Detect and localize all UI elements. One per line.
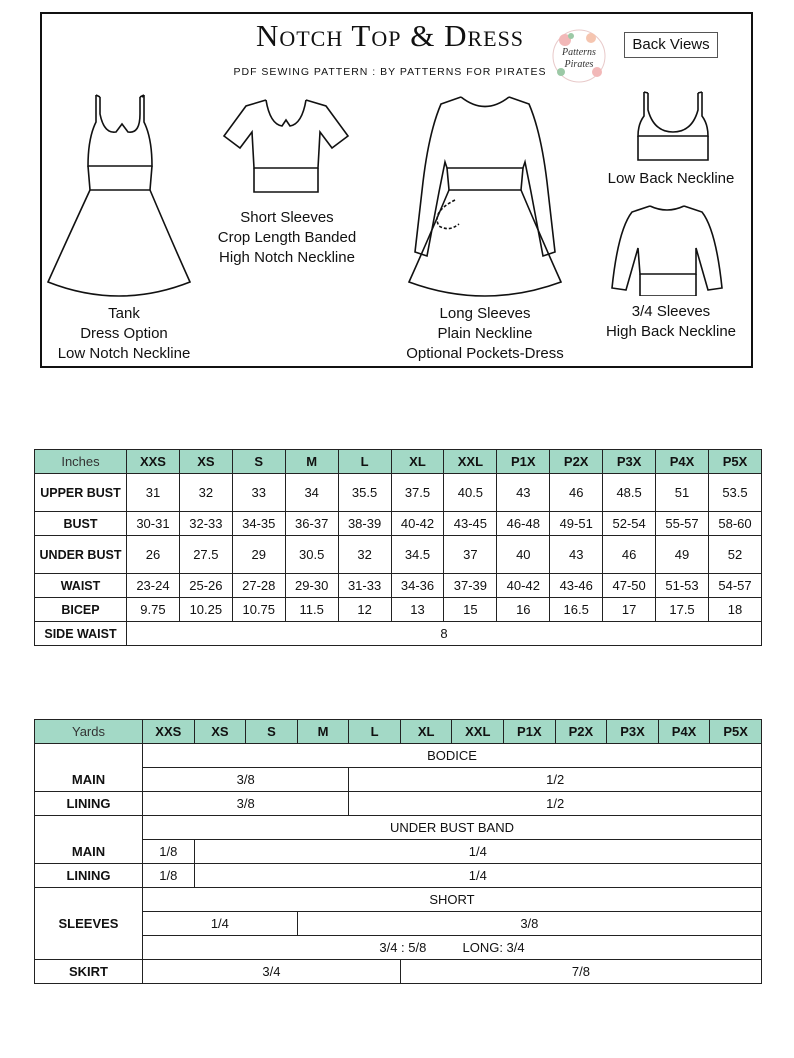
value-cell: 1/2 <box>349 768 762 792</box>
brand-logo <box>551 28 607 84</box>
table-row <box>35 512 762 536</box>
value-cell: 37.5 <box>391 474 444 512</box>
value-cell: 3/8 <box>143 792 349 816</box>
value-cell: 34 <box>285 474 338 512</box>
value-cell: 23-24 <box>127 574 180 598</box>
size-header: P2X <box>555 720 607 744</box>
size-header: P1X <box>504 720 556 744</box>
size-header: P1X <box>497 450 550 474</box>
size-header: P5X <box>708 450 761 474</box>
value-cell: 34.5 <box>391 536 444 574</box>
row-label: BUST <box>35 512 127 536</box>
value-cell: 31 <box>127 474 180 512</box>
size-header: XXS <box>127 450 180 474</box>
value-cell: 11.5 <box>285 598 338 622</box>
value-cell: 3/8 <box>297 912 761 936</box>
caption-line: High Notch Neckline <box>219 249 355 266</box>
table-row <box>35 622 762 646</box>
caption-line: 3/4 Sleeves <box>631 303 711 320</box>
value-cell: 46 <box>603 536 656 574</box>
size-header: P4X <box>658 720 710 744</box>
value-cell: 55-57 <box>656 512 709 536</box>
value-cell: 49 <box>656 536 709 574</box>
value-cell: 1/4 <box>194 864 761 888</box>
value-cell: 1/8 <box>143 840 195 864</box>
value-cell: 1/8 <box>143 864 195 888</box>
size-header: XXL <box>444 450 497 474</box>
long-sleeve-caption <box>390 304 580 364</box>
value-cell: 35.5 <box>338 474 391 512</box>
value-cell: 30-31 <box>127 512 180 536</box>
unit-label: Yards <box>35 720 143 744</box>
value-cell: 48.5 <box>603 474 656 512</box>
section-row <box>35 744 762 768</box>
table-row <box>35 912 762 936</box>
measurement-header-row <box>35 450 762 474</box>
row-label: BICEP <box>35 598 127 622</box>
short-sleeve-top-drawing <box>220 96 352 196</box>
row-label: MAIN <box>35 840 143 864</box>
yardage-header-row <box>35 720 762 744</box>
svg-text:Pirates: Pirates <box>564 59 594 70</box>
row-label: UPPER BUST <box>35 474 127 512</box>
table-row <box>35 598 762 622</box>
value-cell: 34-36 <box>391 574 444 598</box>
value-cell: 36-37 <box>285 512 338 536</box>
value-cell: 7/8 <box>400 960 761 984</box>
value-cell: 34-35 <box>232 512 285 536</box>
value-cell: 43-46 <box>550 574 603 598</box>
size-header: L <box>349 720 401 744</box>
value-cell: 27.5 <box>179 536 232 574</box>
table-row <box>35 536 762 574</box>
value-cell: 51 <box>656 474 709 512</box>
size-header: P2X <box>550 450 603 474</box>
table-row <box>35 792 762 816</box>
value-cell: 27-28 <box>232 574 285 598</box>
row-label: SIDE WAIST <box>35 622 127 646</box>
value-cell: 3/4 <box>143 960 401 984</box>
value-cell: 32 <box>179 474 232 512</box>
value-cell: 40-42 <box>497 574 550 598</box>
back-views-label: Back Views <box>624 32 718 58</box>
short-sleeve-caption <box>200 208 374 268</box>
value-cell: 13 <box>391 598 444 622</box>
value-cell: 49-51 <box>550 512 603 536</box>
caption-line: Plain Neckline <box>437 325 533 342</box>
value-cell: 1/2 <box>349 792 762 816</box>
value-cell: 29-30 <box>285 574 338 598</box>
value-cell: 40.5 <box>444 474 497 512</box>
value-cell: 29 <box>232 536 285 574</box>
measurement-chart <box>34 449 762 646</box>
caption-line: Short Sleeves <box>240 209 334 226</box>
value-cell: 10.25 <box>179 598 232 622</box>
caption-line: High Back Neckline <box>605 323 737 340</box>
size-header: XXL <box>452 720 504 744</box>
table-row <box>35 888 762 912</box>
row-label: LINING <box>35 792 143 816</box>
table-row <box>35 840 762 864</box>
value-cell: 31-33 <box>338 574 391 598</box>
value-cell: 38-39 <box>338 512 391 536</box>
value-cell: 52-54 <box>603 512 656 536</box>
value-cell: 33 <box>232 474 285 512</box>
size-header: P5X <box>710 720 762 744</box>
value-cell: 3/4 : 5/8 LONG: 3/4 <box>143 936 762 960</box>
table-row <box>35 936 762 960</box>
value-cell: 43-45 <box>444 512 497 536</box>
value-cell: 17 <box>603 598 656 622</box>
size-header: XL <box>400 720 452 744</box>
size-header: P4X <box>656 450 709 474</box>
value-cell: 10.75 <box>232 598 285 622</box>
value-cell: 17.5 <box>656 598 709 622</box>
size-header: S <box>246 720 298 744</box>
caption-line: Long Sleeves <box>439 305 531 322</box>
svg-text:Patterns: Patterns <box>562 47 596 58</box>
value-cell: 12 <box>338 598 391 622</box>
value-cell: 25-26 <box>179 574 232 598</box>
low-back-caption: Low Back Neckline <box>607 170 735 187</box>
size-header: M <box>285 450 338 474</box>
value-cell: 54-57 <box>708 574 761 598</box>
section-title: SHORT <box>143 888 762 912</box>
value-cell: 15 <box>444 598 497 622</box>
section-row <box>35 816 762 840</box>
value-cell: 16 <box>497 598 550 622</box>
value-cell: 9.75 <box>127 598 180 622</box>
blank-cell <box>35 816 143 840</box>
tank-dress-drawing <box>44 92 194 304</box>
tank-caption <box>44 304 204 364</box>
value-cell: 43 <box>497 474 550 512</box>
value-cell: 32 <box>338 536 391 574</box>
caption-line: Tank <box>108 305 140 322</box>
row-label: MAIN <box>35 768 143 792</box>
value-cell: 47-50 <box>603 574 656 598</box>
caption-line: Crop Length Banded <box>217 229 357 246</box>
value-cell: 40-42 <box>391 512 444 536</box>
value-cell: 46 <box>550 474 603 512</box>
table-row <box>35 960 762 984</box>
caption-line: Dress Option <box>80 325 168 342</box>
size-header: XL <box>391 450 444 474</box>
row-label: UNDER BUST <box>35 536 127 574</box>
size-header: P3X <box>607 720 659 744</box>
value-cell: 1/4 <box>194 840 761 864</box>
value-cell: 18 <box>708 598 761 622</box>
blank-cell <box>35 744 143 768</box>
value-cell: 51-53 <box>656 574 709 598</box>
size-header: XXS <box>143 720 195 744</box>
value-cell: 37-39 <box>444 574 497 598</box>
value-cell: 40 <box>497 536 550 574</box>
section-title: UNDER BUST BAND <box>143 816 762 840</box>
row-label: SKIRT <box>35 960 143 984</box>
value-cell: 58-60 <box>708 512 761 536</box>
size-header: L <box>338 450 391 474</box>
value-cell: 43 <box>550 536 603 574</box>
page-title: Notch Top & Dress <box>255 18 525 53</box>
long-sleeve-dress-drawing <box>405 92 565 304</box>
unit-label: Inches <box>35 450 127 474</box>
value-cell: 26 <box>127 536 180 574</box>
table-row <box>35 574 762 598</box>
three-quarter-caption <box>596 302 746 342</box>
value-cell: 1/4 <box>143 912 298 936</box>
row-label: LINING <box>35 864 143 888</box>
row-label: SLEEVES <box>35 888 143 960</box>
size-header: XS <box>179 450 232 474</box>
size-header: S <box>232 450 285 474</box>
value-cell: 46-48 <box>497 512 550 536</box>
row-label: WAIST <box>35 574 127 598</box>
caption-line: Optional Pockets-Dress <box>406 345 564 362</box>
size-header: M <box>297 720 349 744</box>
value-cell: 53.5 <box>708 474 761 512</box>
size-header: P3X <box>603 450 656 474</box>
table-row <box>35 864 762 888</box>
value-cell: 52 <box>708 536 761 574</box>
value-cell: 37 <box>444 536 497 574</box>
section-title: BODICE <box>143 744 762 768</box>
page-subtitle: PDF SEWING PATTERN : BY PATTERNS FOR PIRATES <box>233 66 547 78</box>
table-row <box>35 768 762 792</box>
value-cell: 30.5 <box>285 536 338 574</box>
size-header: XS <box>194 720 246 744</box>
value-cell: 3/8 <box>143 768 349 792</box>
yardage-chart <box>34 719 762 984</box>
caption-line: Low Notch Neckline <box>57 345 191 362</box>
three-quarter-sleeve-back-drawing <box>604 200 730 296</box>
low-back-view-drawing <box>630 90 716 166</box>
value-cell: 16.5 <box>550 598 603 622</box>
table-row <box>35 474 762 512</box>
value-cell: 8 <box>127 622 762 646</box>
value-cell: 32-33 <box>179 512 232 536</box>
